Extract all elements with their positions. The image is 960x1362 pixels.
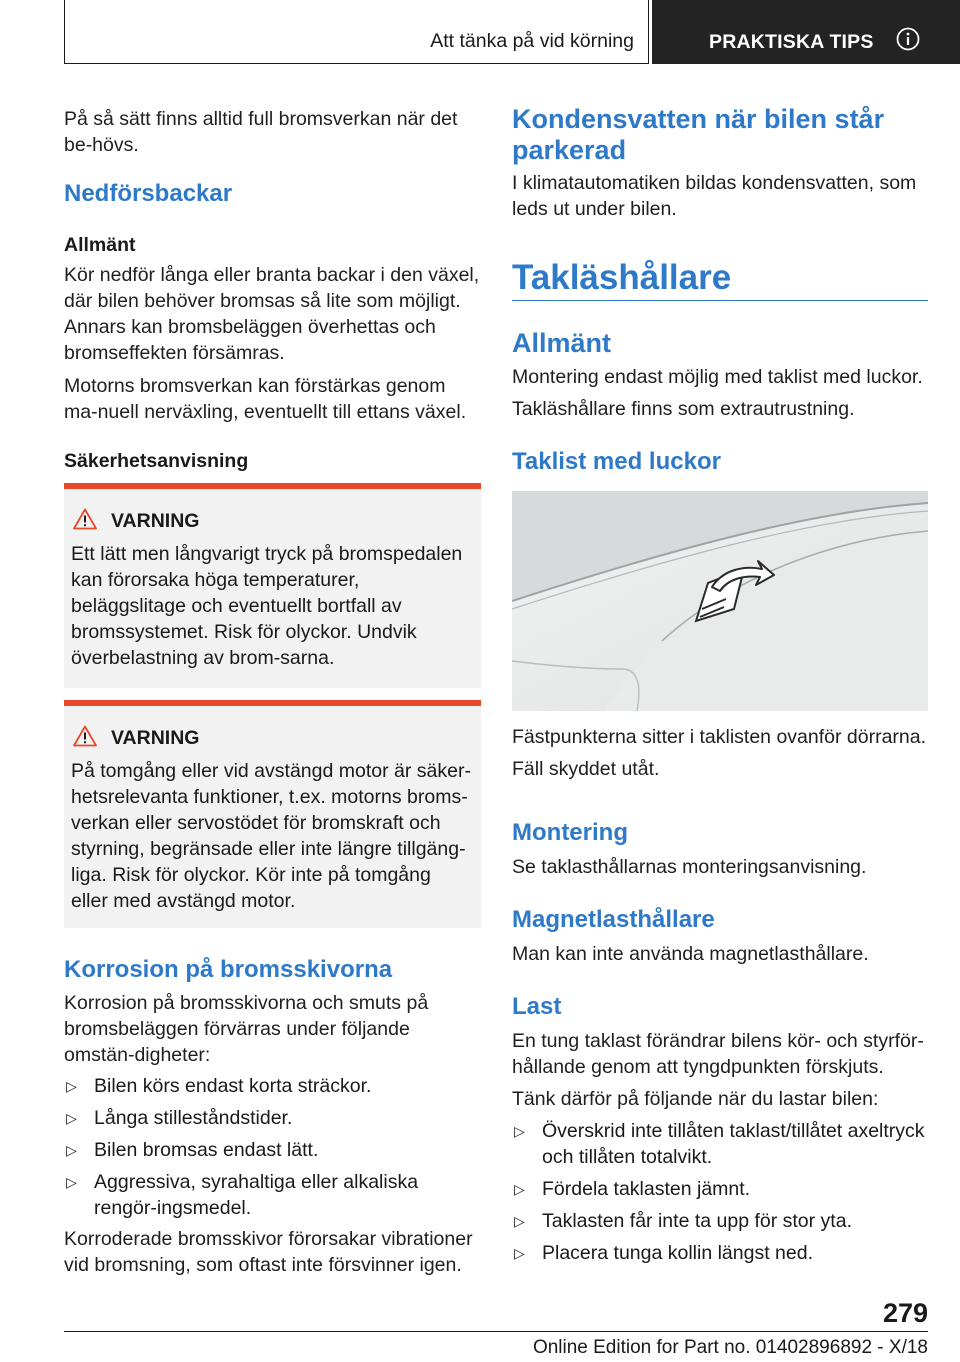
warning-box-2 xyxy=(64,700,481,928)
photo-caption-1: Fästpunkterna sitter i taklisten ovanför dörrarna. xyxy=(512,726,927,748)
warning-title-2: VARNING xyxy=(111,727,200,749)
warning-title-1: VARNING xyxy=(111,510,200,532)
bullet-triangle-icon: ▷ xyxy=(66,1110,77,1126)
warning-triangle-icon xyxy=(73,725,97,747)
bullet-triangle-icon: ▷ xyxy=(514,1123,525,1139)
header-section-box xyxy=(64,0,649,64)
heading-downhill: Nedförsbackar xyxy=(64,180,233,207)
heading-roof-rail: Taklist med luckor xyxy=(512,448,721,475)
heading-general-downhill: Allmänt xyxy=(64,234,136,256)
roof-rail-photo xyxy=(512,491,928,711)
magnet-paragraph: Man kan inte använda magnetlasthållare. xyxy=(512,943,869,965)
downhill-paragraph-1: Kör nedför långa eller branta backar i den växel, där bilen behöver bromsas så lite som möjligt. Annars kan bromsbeläggen överhettas och bromseffekten försämras. xyxy=(64,264,480,364)
warning-triangle-icon xyxy=(73,508,97,530)
heading-condensation: Kondensvatten när bilen står parkerad xyxy=(512,104,885,165)
bullet-triangle-icon: ▷ xyxy=(514,1213,525,1229)
heading-corrosion: Korrosion på bromsskivorna xyxy=(64,956,393,983)
heading-rule xyxy=(512,300,928,301)
bullet-triangle-icon: ▷ xyxy=(514,1245,525,1261)
warning-text-1: Ett lätt men långvarigt tryck på bromspedalen kan förorsaka höga temperaturer, beläggslitage och eventuellt bortfall av bromssystemet. Risk för olyckor. Undvik överbelastning av brom-sarna. xyxy=(71,543,463,669)
load-paragraph-1: En tung taklast förändrar bilens kör- och styrför-hållande genom att tyngdpunkten förskjuts. xyxy=(512,1030,924,1078)
heading-magnet: Magnetlasthållare xyxy=(512,906,715,933)
corrosion-list xyxy=(64,1073,481,1221)
general-paragraph-2: Takläshållare finns som extrautrustning. xyxy=(512,398,855,420)
photo-caption-2: Fäll skyddet utåt. xyxy=(512,758,660,780)
bullet-triangle-icon: ▷ xyxy=(66,1142,77,1158)
footer-edition: Online Edition for Part no. 01402896892 - X/18 xyxy=(532,1337,928,1358)
load-paragraph-2: Tänk därför på följande när du lastar bilen: xyxy=(512,1088,879,1110)
intro-paragraph: På så sätt finns alltid full bromsverkan när det be-hövs. xyxy=(64,108,458,156)
heading-general-roofrack: Allmänt xyxy=(512,328,612,358)
info-circle-icon xyxy=(896,27,920,51)
list-item: ▷ Placera tunga kollin längst ned. xyxy=(514,1242,814,1264)
list-item: ▷ Överskrid inte tillåten taklast/tillåtet axeltryck och tillåten totalvikt. xyxy=(514,1120,925,1168)
heading-load: Last xyxy=(512,993,562,1020)
list-item: ▷ Bilen körs endast korta sträckor. xyxy=(66,1075,372,1097)
bullet-triangle-icon: ▷ xyxy=(514,1181,525,1197)
page-number: 279 xyxy=(882,1298,928,1328)
header-chapter-title: PRAKTISKA TIPS xyxy=(709,31,874,53)
list-item: ▷ Fördela taklasten jämnt. xyxy=(514,1178,751,1200)
list-item: ▷ Taklasten får inte ta upp för stor yta. xyxy=(514,1210,852,1232)
heading-mounting: Montering xyxy=(512,819,628,846)
list-item: ▷ Långa stilleståndstider. xyxy=(66,1107,293,1129)
heading-roofrack: Takläshållare xyxy=(512,258,732,297)
corrosion-paragraph: Korrosion på bromsskivorna och smuts på bromsbeläggen förvärras under följande omstän-digheter: xyxy=(64,992,429,1066)
list-item: ▷ Aggressiva, syrahaltiga eller alkaliska rengör-ingsmedel. xyxy=(66,1171,419,1219)
warning-text-2: På tomgång eller vid avstängd motor är säker-hetsrelevanta funktioner, t.ex. motorns broms-verkan eller servostödet för bromskraft och styrning, begränsade eller inte längre tillgäng-liga. Risk för olyckor. Kör inte på tomgång eller med avstängd motor. xyxy=(71,760,471,912)
general-paragraph-1: Montering endast möjlig med taklist med luckor. xyxy=(512,366,923,388)
heading-safety: Säkerhetsanvisning xyxy=(64,450,249,472)
footer-rule xyxy=(64,1331,928,1332)
header-chapter-box xyxy=(652,0,960,64)
header-section-title: Att tänka på vid körning xyxy=(430,30,634,52)
downhill-paragraph-2: Motorns bromsverkan kan förstärkas genom ma-nuell nerväxling, eventuellt till ettans växel. xyxy=(64,375,467,423)
corrosion-end-paragraph: Korroderade bromsskivor förorsakar vibrationer vid bromsning, som oftast inte försvinner igen. xyxy=(64,1228,473,1276)
mounting-paragraph: Se taklasthållarnas monteringsanvisning. xyxy=(512,856,867,878)
bullet-triangle-icon: ▷ xyxy=(66,1174,77,1190)
bullet-triangle-icon: ▷ xyxy=(66,1078,77,1094)
condensation-paragraph: I klimatautomatiken bildas kondensvatten, som leds ut under bilen. xyxy=(512,172,917,220)
warning-box-1 xyxy=(64,483,481,688)
list-item: ▷ Bilen bromsas endast lätt. xyxy=(66,1139,319,1161)
load-list xyxy=(512,1118,928,1266)
